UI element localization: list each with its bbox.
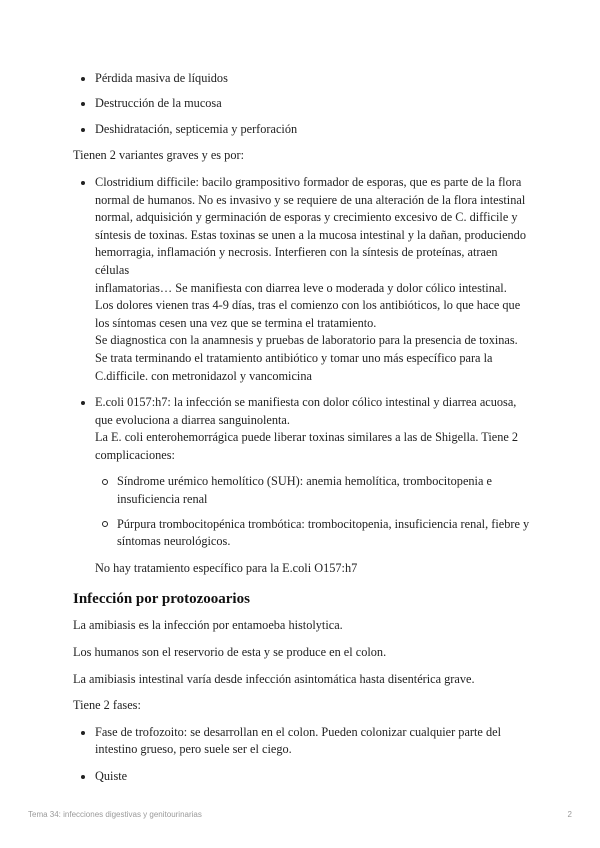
- variants-list: [73, 174, 533, 577]
- list-item-ecoli: E.coli 0157:h7: la infección se manifiesta con dolor cólico intestinal y diarrea acuosa, que evoluciona a diarrea sanguinolenta. La E. coli enterohemorrágica puede liberar toxinas similares a las de Shigella. Tiene 2 complicaciones: Síndrome urémico hemolítico (SUH): anemia hemolítica, trombocitopenia e insuficiencia renal Púrpura trombocitopénica trombótica: trombocitopenia, insuficiencia renal, fiebre y síntomas neurológicos. No hay tratamiento específico para la E.coli O157:h7: [73, 394, 533, 577]
- ecoli-complications-list: [95, 473, 533, 550]
- list-item: Fase de trofozoito: se desarrollan en el colon. Pueden colonizar cualquier parte del intestino grueso, pero suele ser el ciego.: [73, 724, 533, 759]
- section-heading: Infección por protozooarios: [73, 591, 250, 608]
- paragraph: Tiene 2 fases:: [73, 698, 141, 713]
- complications-list: [73, 70, 533, 138]
- paragraph: Los humanos son el reservorio de esta y se produce en el colon.: [73, 645, 387, 660]
- page-content: [73, 70, 533, 795]
- list-item: Destrucción de la mucosa: [73, 95, 533, 113]
- list-item: Pérdida masiva de líquidos: [73, 70, 533, 88]
- paragraph: La amibiasis es la infección por entamoeba histolytica.: [73, 618, 343, 633]
- page-footer: [28, 810, 572, 819]
- list-item-clostridium: Clostridium difficile: bacilo grampositivo formador de esporas, que es parte de la flora normal de humanos. No es invasivo y se requiere de una alteración de la flora intestinal normal, adquisición y germinación de esporas y crecimiento excesivo de C. difficile y síntesis de toxinas. Estas toxinas se unen a la mucosa intestinal y la dañan, produciendo hemorragia, inflamación y necrosis. Interfieren con la síntesis de proteínas, atraen células inflamatorias… Se manifiesta con diarrea leve o moderada y dolor cólico intestinal. Los dolores vienen tras 4-9 días, tras el comienzo con los antibióticos, lo que hace que los síntomas cesen una vez que se termina el tratamiento. Se diagnostica con la anamnesis y pruebas de laboratorio para la presencia de toxinas. Se trata terminando el tratamiento antibiótico y tomar uno más específico para la C.difficile. con metronidazol y vancomicina: [73, 174, 533, 385]
- sub-list-item: Síndrome urémico hemolítico (SUH): anemia hemolítica, trombocitopenia e insuficiencia renal: [95, 473, 533, 508]
- sub-list-item: Púrpura trombocitopénica trombótica: trombocitopenia, insuficiencia renal, fiebre y síntomas neurológicos.: [95, 516, 533, 551]
- ecoli-no-treatment: No hay tratamiento específico para la E.coli O157:h7: [95, 560, 358, 575]
- list-item: Quiste: [73, 768, 533, 786]
- footer-title: Tema 34: infecciones digestivas y genitourinarias: [28, 810, 202, 819]
- page-number: 2: [567, 810, 572, 819]
- variants-intro: Tienen 2 variantes graves y es por:: [73, 148, 244, 163]
- list-item: Deshidratación, septicemia y perforación: [73, 121, 533, 139]
- fases-list: [73, 724, 533, 786]
- paragraph: La amibiasis intestinal varía desde infección asintomática hasta disentérica grave.: [73, 671, 475, 686]
